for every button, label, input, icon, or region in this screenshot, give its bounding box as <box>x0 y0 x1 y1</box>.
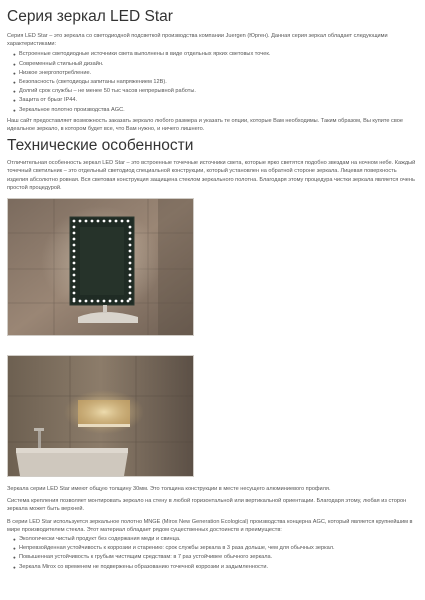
led-dot <box>121 300 124 303</box>
led-dot <box>129 274 132 277</box>
led-dot <box>73 274 76 277</box>
list-item: ● Современный стильный дизайн. <box>13 60 418 69</box>
list-item: ● Повышенная устойчивость к грубым чистящим средствам: в 7 раз устойчивее обычного зеркала. <box>13 553 418 562</box>
mirror-material-paragraph: В серии LED Star используется зеркальное полотно MNGE (Mirox New Generation Ecological) производства концерна AGC, который является крупнейшим в мире производителем стекла. Этот материал обладает рядом существенных достоинств и преимуществ: <box>7 518 413 533</box>
led-dot <box>73 292 76 295</box>
list-item: ● Безопасность (светодиоды запитаны напряжением 12В). <box>13 78 418 87</box>
list-item: ● Зеркальное полотно производства AGC. <box>13 106 418 115</box>
led-dot <box>129 286 132 289</box>
led-dot <box>91 300 94 303</box>
led-dot <box>85 300 88 303</box>
led-dot <box>129 244 132 247</box>
intro-paragraph: Серия LED Star – это зеркала со светодиодной подсветкой производства компании Juergen (Юрген). Данная серия зеркал обладает следующими характеристиками: <box>7 33 388 48</box>
led-dot <box>73 280 76 283</box>
led-dot <box>129 262 132 265</box>
advantages-list <box>7 535 418 572</box>
led-dot <box>97 300 100 303</box>
led-dot <box>115 220 118 223</box>
features-list <box>7 50 418 114</box>
led-dot <box>73 298 76 301</box>
page-title: Серия зеркал LED Star <box>7 8 173 25</box>
led-dot <box>91 220 94 223</box>
led-dot <box>127 220 130 223</box>
section-heading-technical: Технические особенности <box>7 137 194 155</box>
led-dot <box>103 300 106 303</box>
led-dot <box>73 256 76 259</box>
led-dot <box>85 220 88 223</box>
led-mirror-photo <box>7 198 194 336</box>
led-dot <box>129 250 132 253</box>
led-dot <box>129 256 132 259</box>
led-dot <box>79 220 82 223</box>
bathroom-niche-photo <box>7 355 194 477</box>
led-dot <box>129 280 132 283</box>
led-dot <box>109 220 112 223</box>
led-dot <box>73 262 76 265</box>
led-dot <box>73 238 76 241</box>
led-dot <box>129 292 132 295</box>
led-dot <box>127 300 130 303</box>
list-item: ● Экологически чистый продукт без содержания меди и свинца. <box>13 535 418 544</box>
led-dot <box>97 220 100 223</box>
led-dot <box>73 286 76 289</box>
mounting-paragraph: Система крепления позволяет монтировать зеркало на стену в любой горизонтальной или вертикальной ориентации. Благодаря этому, любая из сторон зеркала может быть верхней. <box>7 498 407 513</box>
list-item: ● Непревзойденная устойчивость к коррозии и старению: срок службы зеркала в 3 раза дольше, чем для обычных зеркал. <box>13 544 418 553</box>
technical-paragraph: Отличительная особенность зеркал LED Star – это встроенные точечные источники света, которые ярко светятся подобно звездам на ночном небе. Каждый точечный светильник – это отдельный светодиод специальной конструкции, который установлен на обратной стороне зеркала. Лицевая поверхность изделия абсолютно ровная. Вся световая конструкция защищена стеклом зеркального полотна. Благодаря этому процедура чистки зеркала является очень простой процедурой. <box>7 160 416 191</box>
led-dot <box>109 300 112 303</box>
led-dot <box>103 220 106 223</box>
led-dot <box>73 226 76 229</box>
thickness-paragraph: Зеркала серии LED Star имеют общую толщину 30мм. Это толщина конструкции в месте несущего алюминиевого профиля. <box>7 486 331 493</box>
led-dot <box>129 238 132 241</box>
list-item: ● Зеркала Mirox со временем не подвержены образованию точечной коррозии и задымленности. <box>13 563 418 572</box>
led-dot <box>129 268 132 271</box>
led-dot <box>79 300 82 303</box>
order-paragraph: Наш сайт предоставляет возможность заказать зеркало любого размера и указать те опции, которые Вам необходимы. Таким образом, Вы купите свое идеальное зеркало, в котором будет все, что Вам нужно, и ничего лишнего. <box>7 117 403 133</box>
led-dot <box>129 226 132 229</box>
led-dot <box>115 300 118 303</box>
led-dot <box>121 220 124 223</box>
led-dot <box>73 220 76 223</box>
list-item: ● Встроенные светодиодные источники света выполнены в виде отдельных ярких световых точек. <box>13 50 418 59</box>
led-dot <box>73 268 76 271</box>
led-dot <box>129 232 132 235</box>
list-item: ● Защита от брызг IP44. <box>13 96 418 105</box>
led-dot <box>73 232 76 235</box>
led-dot <box>73 244 76 247</box>
list-item: ● Низкое энергопотребление. <box>13 69 418 78</box>
led-dot <box>129 298 132 301</box>
list-item: ● Долгий срок службы – не менее 50 тыс часов непрерывной работы. <box>13 87 418 96</box>
led-dot <box>73 250 76 253</box>
